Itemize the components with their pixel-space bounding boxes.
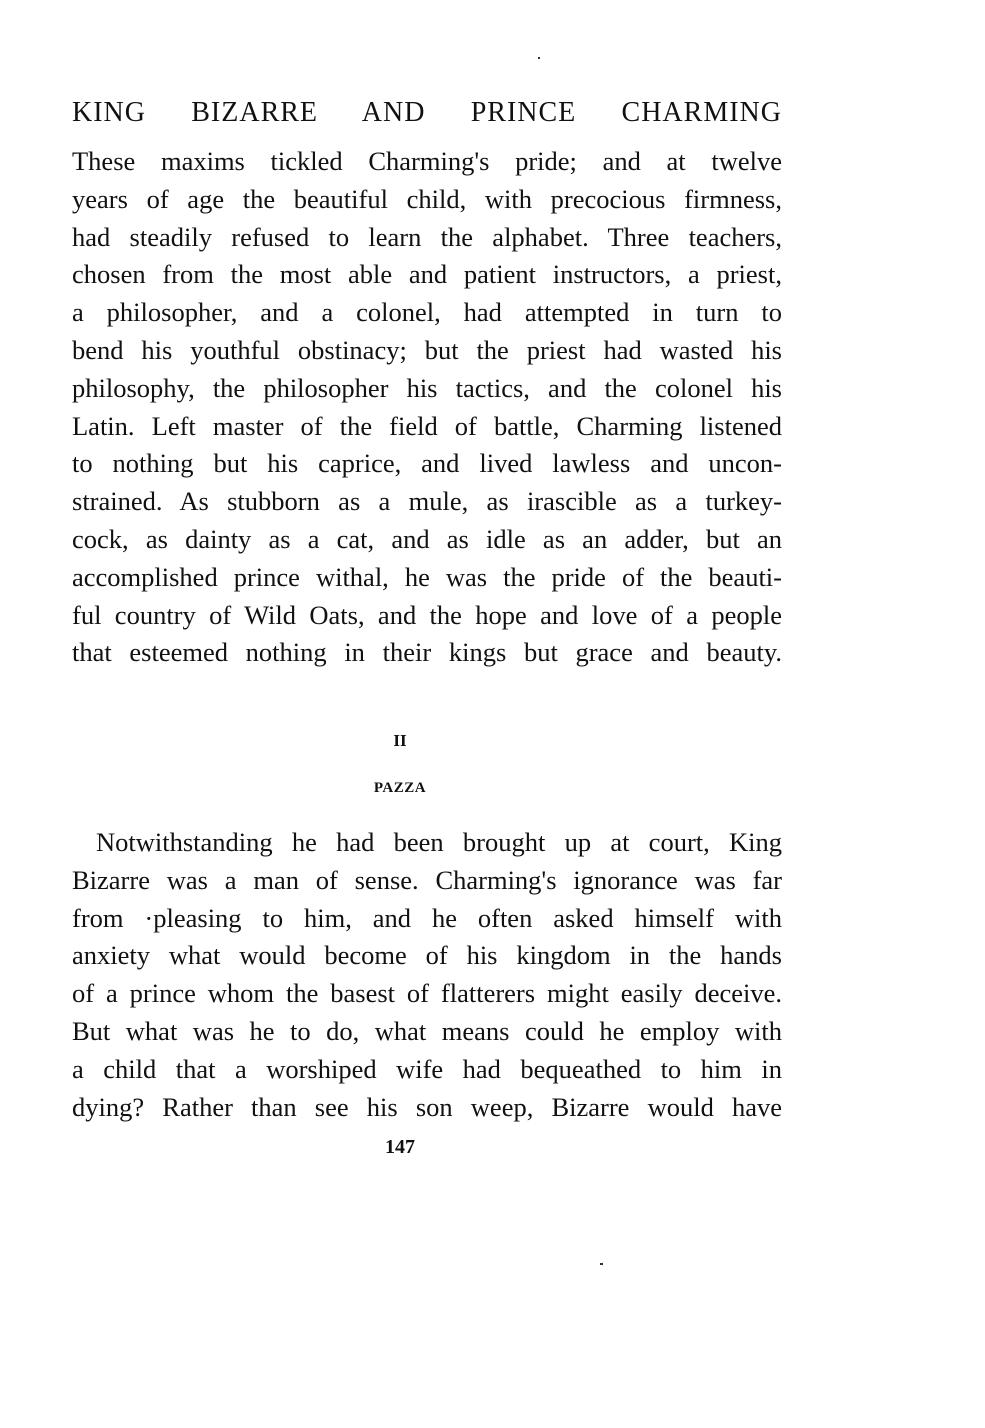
paragraph-1 xyxy=(72,143,782,672)
page-number: 147 xyxy=(385,1136,415,1158)
text-line: that esteemed nothing in their kings but grace and beauty. xyxy=(72,637,782,668)
text-line: had steadily refused to learn the alphabet. Three teachers, xyxy=(72,221,782,252)
text-line: ful country of Wild Oats, and the hope and love of a people xyxy=(72,599,782,630)
running-head: KING BIZARRE AND PRINCE CHARMING xyxy=(72,97,782,128)
section-number: II xyxy=(393,731,407,750)
text-line: These maxims tickled Charming's pride; and at twelve xyxy=(72,146,782,176)
text-line: to nothing but his caprice, and lived lawless and uncon- xyxy=(72,448,782,479)
text-line: Notwithstanding he had been brought up at court, King xyxy=(96,827,782,857)
text-line: Bizarre was a man of sense. Charming's ignorance was far xyxy=(72,864,782,895)
text-line: But what was he to do, what means could he employ with xyxy=(72,1015,782,1046)
text-line: strained. As stubborn as a mule, as irascible as a turkey- xyxy=(72,486,782,517)
text-line: of a prince whom the basest of flatterers might easily deceive. xyxy=(72,978,782,1009)
text-line: years of age the beautiful child, with precocious firmness, xyxy=(72,183,782,214)
text-line: from ·pleasing to him, and he often asked himself with xyxy=(72,902,782,933)
text-line: cock, as dainty as a cat, and as idle as an adder, but an xyxy=(72,523,782,554)
text-line: a child that a worshiped wife had bequeathed to him in xyxy=(72,1053,782,1084)
text-line: dying? Rather than see his son weep, Bizarre would have xyxy=(72,1091,782,1122)
scan-speck xyxy=(538,57,540,59)
text-line: anxiety what would become of his kingdom in the hands xyxy=(72,940,782,971)
text-line: a philosopher, and a colonel, had attempted in turn to xyxy=(72,297,782,328)
text-line: Latin. Left master of the field of battle, Charming listened xyxy=(72,410,782,441)
text-line: bend his youthful obstinacy; but the priest had wasted his xyxy=(72,334,782,365)
section-title: PAZZA xyxy=(373,780,427,796)
scan-speck xyxy=(600,1263,603,1265)
text-line: chosen from the most able and patient instructors, a priest, xyxy=(72,259,782,290)
text-line: accomplished prince withal, he was the pride of the beauti- xyxy=(72,561,782,592)
text-line: philosophy, the philosopher his tactics, and the colonel his xyxy=(72,372,782,403)
paragraph-2 xyxy=(72,824,782,1126)
